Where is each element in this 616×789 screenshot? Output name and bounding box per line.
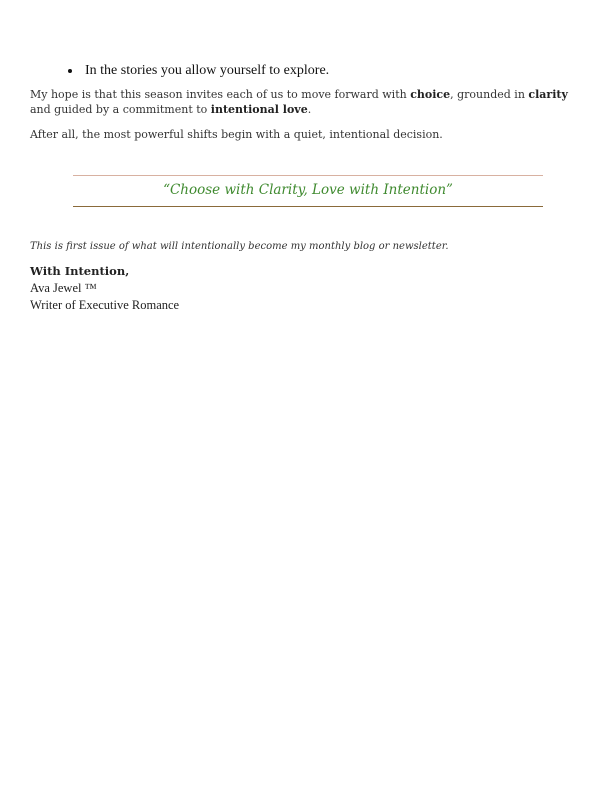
hope-paragraph <box>30 87 590 117</box>
hope-bold-choice: choice <box>410 88 451 101</box>
signature-closing: With Intention, <box>30 264 130 278</box>
bullet-item-text: In the stories you allow yourself to explore. <box>85 63 330 78</box>
signature-name: Ava Jewel ™ <box>30 281 97 295</box>
pull-quote-box <box>73 175 543 207</box>
newsletter-note: This is first issue of what will intentionally become my monthly blog or newsletter. <box>30 241 449 252</box>
hope-text-1: My hope is that this season invites each of us to move forward with <box>30 88 411 101</box>
shifts-paragraph: After all, the most powerful shifts begin with a quiet, intentional decision. <box>30 128 443 141</box>
bullet-list <box>68 62 329 80</box>
pull-quote-text: “Choose with Clarity, Love with Intention” <box>163 182 453 198</box>
hope-text-3: and guided by a commitment to <box>30 103 211 116</box>
hope-bold-clarity: clarity <box>528 88 568 101</box>
signature-title: Writer of Executive Romance <box>30 298 180 312</box>
bullet-item <box>68 62 329 80</box>
hope-bold-intentional-love: intentional love <box>210 103 308 116</box>
hope-text-2: , grounded in <box>450 88 529 101</box>
hope-text-4: . <box>307 103 312 116</box>
bullet-dot-icon <box>68 69 72 73</box>
